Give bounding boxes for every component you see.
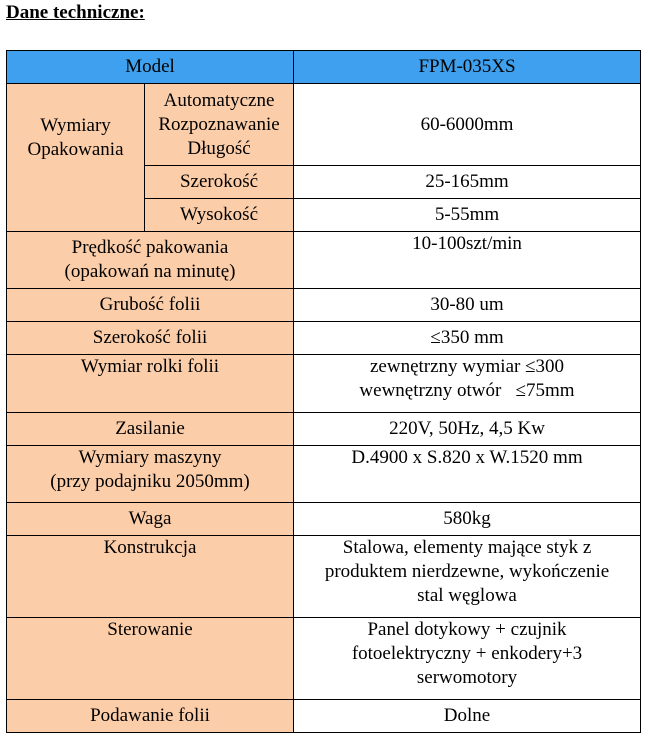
header-value: FPM-035XS bbox=[294, 51, 641, 84]
row-value: 580kg bbox=[294, 503, 641, 536]
row-value: Panel dotykowy + czujnik fotoelektryczny + enkodery+3 serwomotory bbox=[294, 618, 641, 700]
table-row bbox=[7, 618, 641, 700]
row-value: 220V, 50Hz, 4,5 Kw bbox=[294, 413, 641, 446]
table-row bbox=[7, 700, 641, 733]
spec-table bbox=[6, 50, 641, 733]
row-value: 10-100szt/min bbox=[294, 232, 641, 289]
row-value: 5-55mm bbox=[294, 199, 641, 232]
table-row bbox=[7, 289, 641, 322]
table-header-row bbox=[7, 51, 641, 84]
row-value: 60-6000mm bbox=[294, 84, 641, 166]
table-row bbox=[7, 413, 641, 446]
table-row bbox=[7, 232, 641, 289]
table-row bbox=[7, 84, 641, 166]
row-label: Wymiar rolki folii bbox=[7, 355, 294, 413]
row-label: Grubość folii bbox=[7, 289, 294, 322]
header-label: Model bbox=[7, 51, 294, 84]
row-label: Wysokość bbox=[145, 199, 294, 232]
row-value: 30-80 um bbox=[294, 289, 641, 322]
row-label: Podawanie folii bbox=[7, 700, 294, 733]
row-value: D.4900 x S.820 x W.1520 mm bbox=[294, 446, 641, 503]
row-label: Sterowanie bbox=[7, 618, 294, 700]
group-label: Wymiary Opakowania bbox=[7, 84, 145, 232]
table-row bbox=[7, 355, 641, 413]
row-label: Wymiary maszyny (przy podajniku 2050mm) bbox=[7, 446, 294, 503]
row-value: zewnętrzny wymiar ≤300 wewnętrzny otwór ≤75mm bbox=[294, 355, 641, 413]
row-label: Konstrukcja bbox=[7, 536, 294, 618]
row-value: Stalowa, elementy mające styk z produktem nierdzewne, wykończenie stal węglowa bbox=[294, 536, 641, 618]
table-row bbox=[7, 503, 641, 536]
row-label: Automatyczne Rozpoznawanie Długość bbox=[145, 84, 294, 166]
row-label: Szerokość bbox=[145, 166, 294, 199]
table-row bbox=[7, 322, 641, 355]
section-heading: Dane techniczne: bbox=[6, 2, 145, 23]
row-label: Waga bbox=[7, 503, 294, 536]
row-value: ≤350 mm bbox=[294, 322, 641, 355]
table-row bbox=[7, 536, 641, 618]
row-label: Prędkość pakowania (opakowań na minutę) bbox=[7, 232, 294, 289]
row-label: Zasilanie bbox=[7, 413, 294, 446]
row-value: 25-165mm bbox=[294, 166, 641, 199]
row-value: Dolne bbox=[294, 700, 641, 733]
table-row bbox=[7, 446, 641, 503]
row-label: Szerokość folii bbox=[7, 322, 294, 355]
